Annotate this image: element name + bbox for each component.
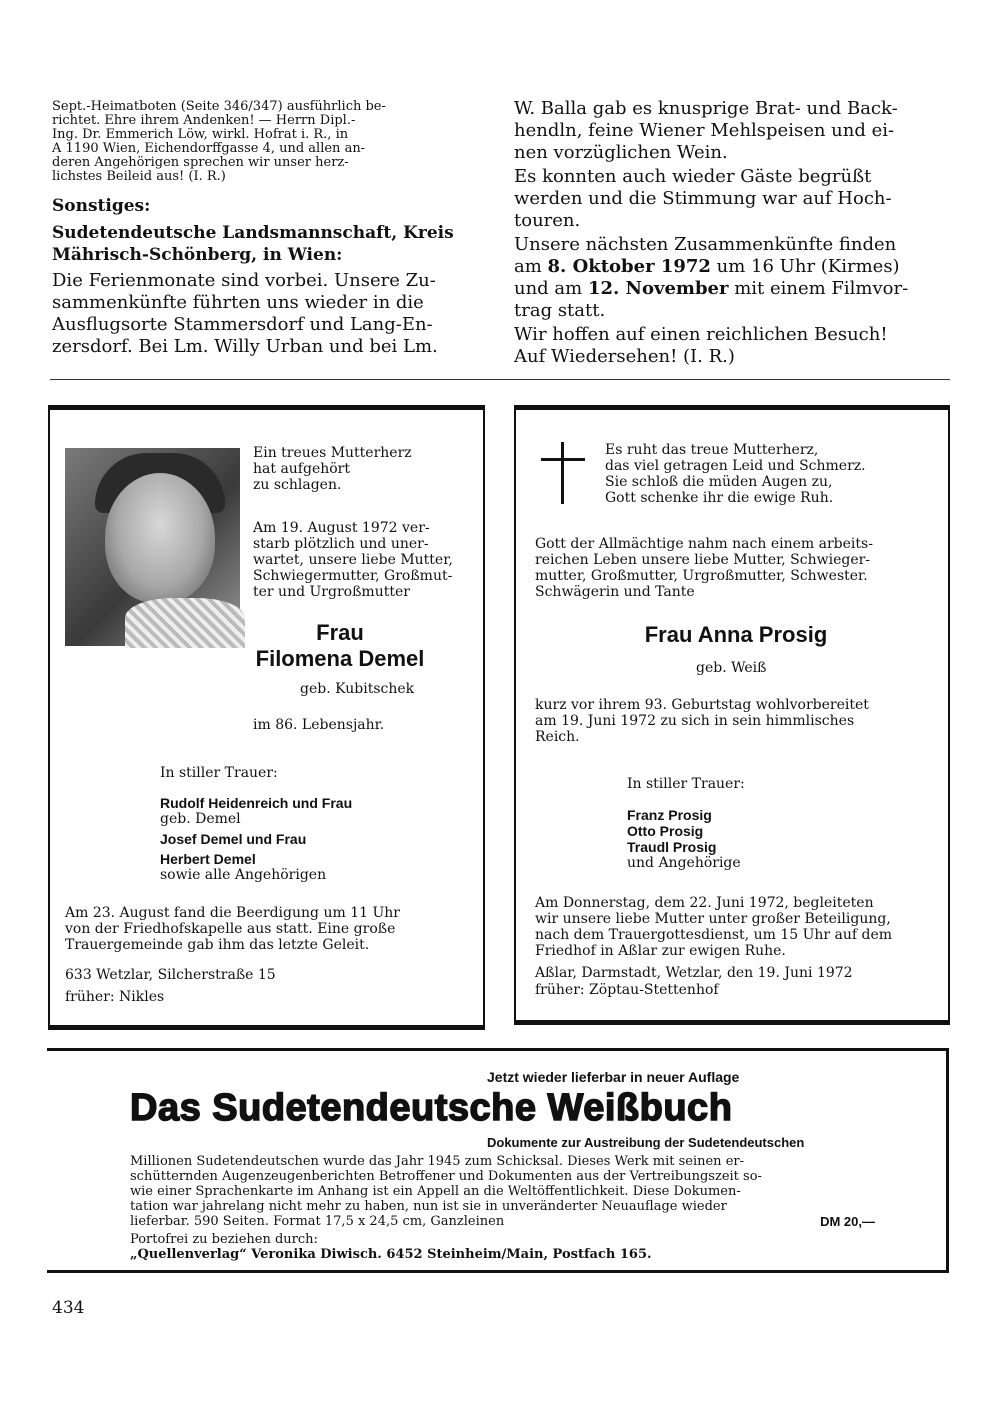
funeral-info xyxy=(65,905,470,953)
age-line: im 86. Lebensjahr. xyxy=(253,717,385,733)
condolence-note xyxy=(52,100,484,184)
obit-verse xyxy=(253,445,412,493)
mourners-list xyxy=(160,795,352,883)
text-line: deren Angehörigen sprechen wir unser herz- xyxy=(52,155,349,170)
text-line: am 19. Juni 1972 zu sich in sein himmlisches xyxy=(535,713,855,729)
text-run: am xyxy=(514,256,548,277)
intro-line: ter und Urgroßmutter xyxy=(253,584,410,600)
ad-title: Das Sudetendeutsche Weißbuch xyxy=(130,1087,733,1129)
verse-line: Ein treues Mutterherz xyxy=(253,445,412,461)
book-advertisement xyxy=(47,1048,949,1273)
ad-format: lieferbar. 590 Seiten. Format 17,5 x 24,5 cm, Ganzleinen xyxy=(130,1214,505,1229)
funeral-info xyxy=(535,895,892,959)
mourner: Otto Prosig xyxy=(627,823,704,839)
ad-line: Millionen Sudetendeutschen wurde das Jahr 1945 zum Schicksal. Dieses Werk mit seinen er- xyxy=(130,1154,744,1169)
text-line: Unsere nächsten Zusammenkünfte finden xyxy=(514,234,897,255)
section-body xyxy=(52,270,484,358)
funeral-line: Am Donnerstag, dem 22. Juni 1972, begleiteten xyxy=(535,895,874,911)
maiden-name: geb. Weiß xyxy=(696,660,767,676)
right-column xyxy=(514,98,954,368)
text-line: werden und die Stimmung war auf Hoch- xyxy=(514,188,892,209)
former-residence: früher: Nikles xyxy=(65,989,165,1005)
portrait-collar xyxy=(125,598,245,648)
intro-line: wartet, unsere liebe Mutter, xyxy=(253,552,453,568)
intro-line: mutter, Großmutter, Urgroßmutter, Schwester. xyxy=(535,568,868,584)
text-run: um 16 Uhr (Kirmes) xyxy=(710,256,900,277)
mourner: Rudolf Heidenreich und Frau xyxy=(160,795,353,811)
text-run: und am xyxy=(514,278,588,299)
paragraph xyxy=(514,166,954,232)
text-line: Ausflugsorte Stammersdorf und Lang-En- xyxy=(52,314,433,335)
paragraph xyxy=(514,324,954,368)
mourner: Josef Demel und Frau xyxy=(160,831,307,847)
ad-body xyxy=(130,1154,875,1262)
text-line xyxy=(514,256,954,278)
funeral-line: Friedhof in Aßlar zur ewigen Ruhe. xyxy=(535,943,786,959)
portrait-photo xyxy=(65,448,240,646)
text-line: sammenkünfte führten uns wieder in die xyxy=(52,292,424,313)
subheading-line: Mährisch-Schönberg, in Wien: xyxy=(52,245,343,265)
text-line: hendln, feine Wiener Mehlspeisen und ei- xyxy=(514,120,895,141)
portrait-face xyxy=(105,473,215,603)
deceased-name: Frau Anna Prosig xyxy=(644,622,828,647)
text-line: Ing. Dr. Emmerich Löw, wirkl. Hofrat i. R., in xyxy=(52,127,349,142)
name-line: Filomena Demel xyxy=(255,646,425,671)
funeral-line: nach dem Trauergottesdienst, um 15 Uhr auf dem xyxy=(535,927,893,943)
intro-line: Am 19. August 1972 ver- xyxy=(253,520,430,536)
mourner-note: geb. Demel xyxy=(160,811,241,827)
verse-line: zu schlagen. xyxy=(253,477,342,493)
verse-line: Sie schloß die müden Augen zu, xyxy=(605,474,833,490)
intro-line: reichen Leben unsere liebe Mutter, Schwieger- xyxy=(535,552,871,568)
divider xyxy=(50,379,950,380)
mourning-heading: In stiller Trauer: xyxy=(160,765,278,781)
former-residence: früher: Zöptau-Stettenhof xyxy=(535,982,719,998)
text-line: zersdorf. Bei Lm. Willy Urban und bei Lm. xyxy=(52,336,438,357)
text-line: kurz vor ihrem 93. Geburtstag wohlvorbereitet xyxy=(535,697,869,713)
verse-line: Es ruht das treue Mutterherz, xyxy=(605,442,819,458)
text-line: Auf Wiedersehen! (I. R.) xyxy=(514,346,735,367)
ad-line: schütternden Augenzeugenberichten Betroffener und Dokumenten aus der Vertreibungszeit so- xyxy=(130,1169,762,1184)
obit-intro xyxy=(535,536,873,600)
mourner: Herbert Demel xyxy=(160,851,256,867)
name-line: Frau xyxy=(316,620,364,645)
page-number: 434 xyxy=(52,1298,85,1318)
mourner: Franz Prosig xyxy=(627,807,712,823)
maiden-name: geb. Kubitschek xyxy=(300,681,415,697)
mourner-note: sowie alle Angehörigen xyxy=(160,867,327,883)
text-line: W. Balla gab es knusprige Brat- und Back- xyxy=(514,98,898,119)
mourners-list xyxy=(627,807,741,871)
ad-publisher: „Quellenverlag“ Veronika Diwisch. 6452 Steinheim/Main, Postfach 165. xyxy=(130,1247,652,1262)
text-line: Reich. xyxy=(535,729,580,745)
obit-text xyxy=(535,697,869,745)
text-line: Es konnten auch wieder Gäste begrüßt xyxy=(514,166,872,187)
intro-line: Schwiegermutter, Großmut- xyxy=(253,568,453,584)
text-line: richtet. Ehre ihrem Andenken! — Herrn Dipl.- xyxy=(52,113,356,128)
subheading-line: Sudetendeutsche Landsmannschaft, Kreis xyxy=(52,223,454,243)
mourner: Traudl Prosig xyxy=(627,839,717,855)
cross-icon xyxy=(541,442,585,504)
mourning-heading: In stiller Trauer: xyxy=(627,776,745,792)
text-line: lichstes Beileid aus! (I. R.) xyxy=(52,169,226,184)
verse-line: das viel getragen Leid und Schmerz. xyxy=(605,458,866,474)
ad-subtitle: Dokumente zur Austreibung der Sudetendeutschen xyxy=(487,1135,805,1150)
ad-line: wie einer Sprachenkarte im Anhang ist ein Appell an die Weltöffentlichkeit. Diese Dokumen- xyxy=(130,1184,741,1199)
mourner-note: und Angehörige xyxy=(627,855,741,871)
obit-verse xyxy=(605,442,866,506)
verse-line: hat aufgehört xyxy=(253,461,350,477)
section-heading: Sonstiges: xyxy=(52,196,151,216)
obit-intro xyxy=(253,520,453,600)
obituary-right xyxy=(514,405,950,1025)
text-line: Wir hoffen auf einen reichlichen Besuch! xyxy=(514,324,888,345)
funeral-line: wir unsere liebe Mutter unter großer Beteiligung, xyxy=(535,911,891,927)
paragraph xyxy=(514,234,954,322)
text-line: touren. xyxy=(514,210,581,231)
funeral-line: von der Friedhofskapelle aus statt. Eine große xyxy=(65,921,396,937)
date-bold: 8. Oktober 1972 xyxy=(547,256,711,277)
obituary-left xyxy=(48,405,485,1030)
intro-line: Schwägerin und Tante xyxy=(535,584,695,600)
ad-line: tation war jahrelang nicht mehr zu haben, nun ist sie in unveränderter Neuauflage wieder xyxy=(130,1199,727,1214)
intro-line: Gott der Allmächtige nahm nach einem arbeits- xyxy=(535,536,873,552)
deceased-name xyxy=(250,620,430,672)
address: 633 Wetzlar, Silcherstraße 15 xyxy=(65,967,276,983)
text-line: nen vorzüglichen Wein. xyxy=(514,142,728,163)
text-line: trag statt. xyxy=(514,300,606,321)
intro-line: starb plötzlich und uner- xyxy=(253,536,429,552)
ad-order-heading: Portofrei zu beziehen durch: xyxy=(130,1232,318,1247)
text-line: A 1190 Wien, Eichendorffgasse 4, und allen an- xyxy=(52,141,366,156)
funeral-line: Trauergemeinde gab ihm das letzte Geleit. xyxy=(65,937,370,953)
funeral-line: Am 23. August fand die Beerdigung um 11 Uhr xyxy=(65,905,400,921)
ad-price: DM 20,— xyxy=(820,1214,875,1229)
left-column xyxy=(52,100,484,358)
verse-line: Gott schenke ihr die ewige Ruh. xyxy=(605,490,834,506)
text-run: mit einem Filmvor- xyxy=(728,278,909,299)
ad-kicker: Jetzt wieder lieferbar in neuer Auflage xyxy=(487,1069,740,1085)
ad-line xyxy=(130,1214,875,1229)
text-line: Die Ferienmonate sind vorbei. Unsere Zu- xyxy=(52,270,436,291)
date-bold: 12. November xyxy=(587,278,729,299)
paragraph xyxy=(514,98,954,164)
section-subheading xyxy=(52,222,484,266)
text-line: Sept.-Heimatboten (Seite 346/347) ausführlich be- xyxy=(52,99,386,114)
places-date: Aßlar, Darmstadt, Wetzlar, den 19. Juni 1972 xyxy=(535,965,853,981)
text-line xyxy=(514,278,954,300)
